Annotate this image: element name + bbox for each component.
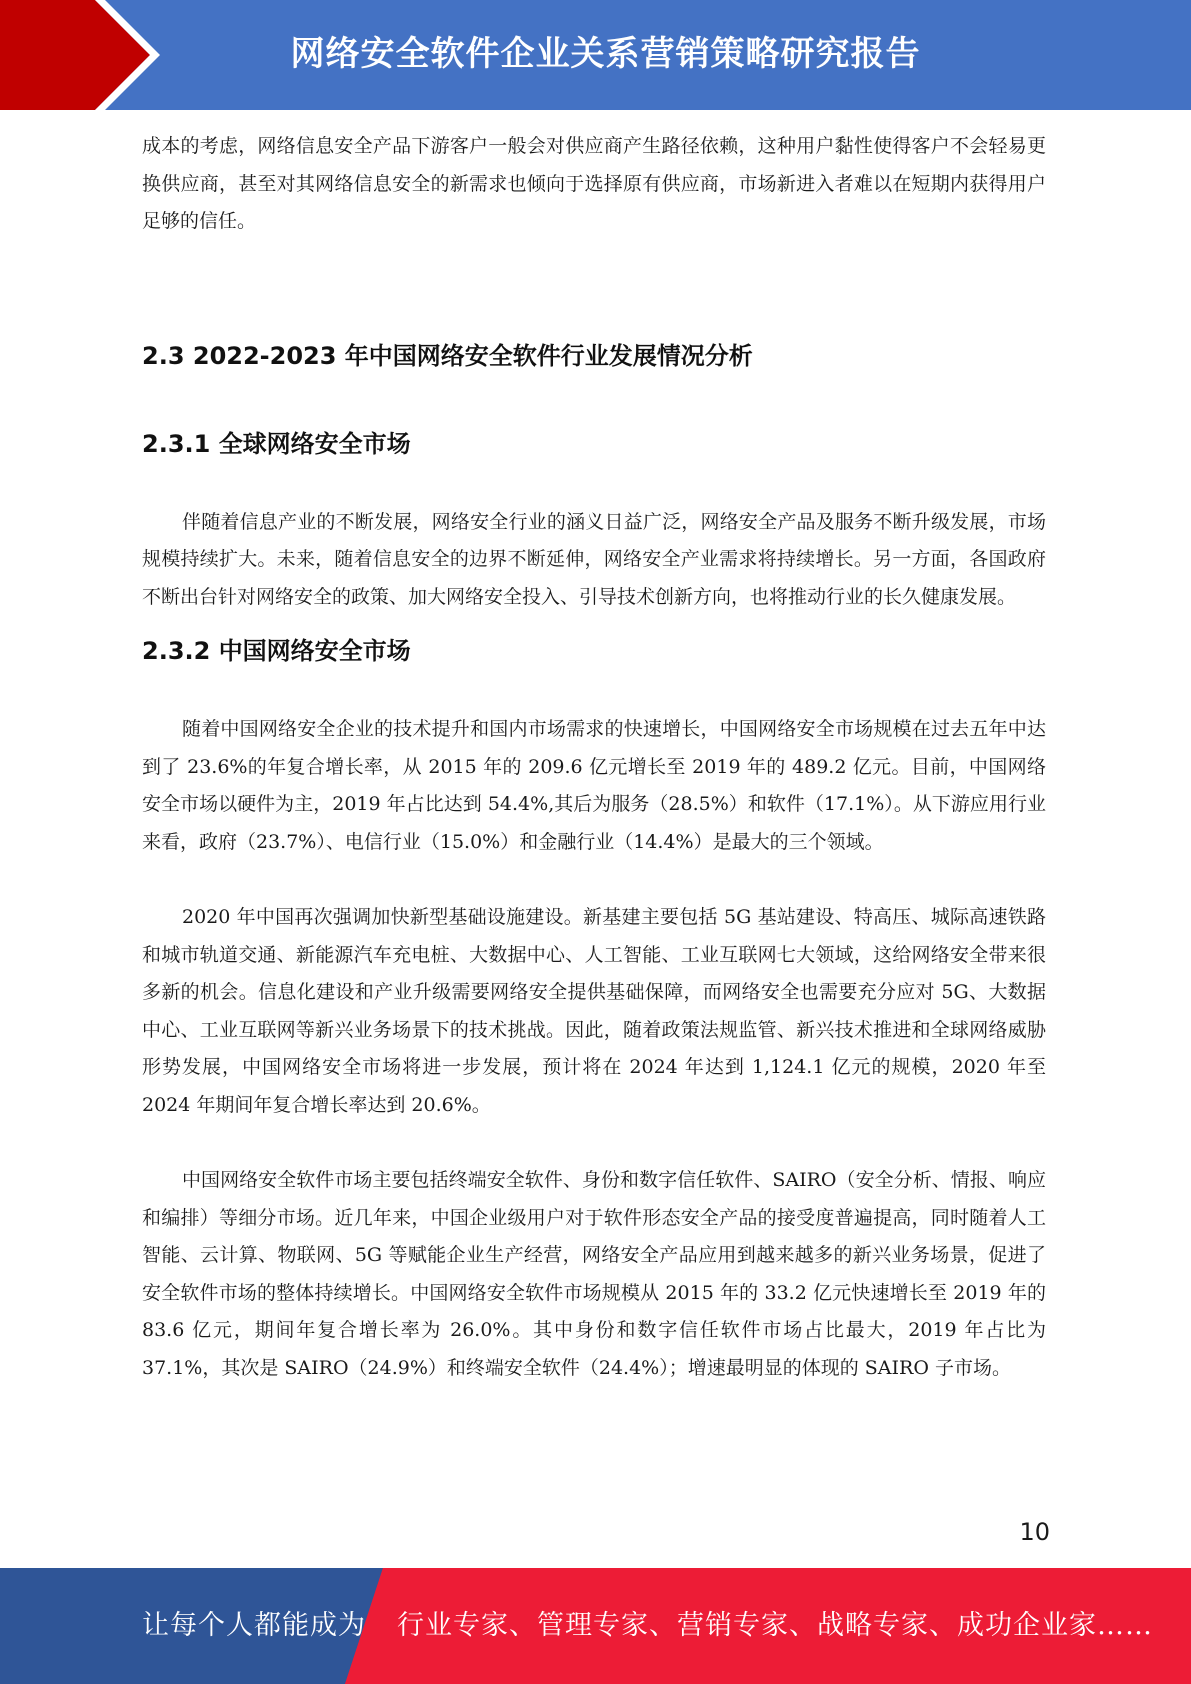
page-footer [0, 1568, 1191, 1684]
section-2-3-heading: 2.3 2022-2023 年中国网络安全软件行业发展情况分析 [142, 341, 753, 370]
footer-slogan-right: 行业专家、管理专家、营销专家、战略专家、成功企业家…… [397, 1610, 1153, 1641]
section-2-3-2-heading: 2.3.2 中国网络安全市场 [142, 637, 411, 665]
page-content [142, 128, 1046, 1387]
section-2-3-1-heading: 2.3.1 全球网络安全市场 [142, 429, 411, 458]
report-title: 网络安全软件企业关系营销策略研究报告 [290, 34, 921, 74]
intro-paragraph: 成本的考虑，网络信息安全产品下游客户一般会对供应商产生路径依赖，这种用户黏性使得客户不会轻易更换供应商，甚至对其网络信息安全的新需求也倾向于选择原有供应商，市场新进入者难以在短期内获得用户足够的信任。 [142, 135, 1046, 232]
footer-slogan-left: 让每个人都能成为 [142, 1610, 366, 1641]
section-2-3-1-paragraph: 伴随着信息产业的不断发展，网络安全行业的涵义日益广泛，网络安全产品及服务不断升级发展，市场规模持续扩大。未来，随着信息安全的边界不断延伸，网络安全产业需求将持续增长。另一方面，各国政府不断出台针对网络安全的政策、加大网络安全投入、引导技术创新方向，也将推动行业的长久健康发展。 [142, 510, 1046, 608]
page-header [0, 0, 1191, 110]
section-2-3-2-paragraph-3: 中国网络安全软件市场主要包括终端安全软件、身份和数字信任软件、SAIRO（安全分析、情报、响应和编排）等细分市场。近几年来，中国企业级用户对于软件形态安全产品的接受度普遍提高，同时随着人工智能、云计算、物联网、5G 等赋能企业生产经营，网络安全产品应用到越来越多的新兴业务场景，促进了安全软件市场的整体持续增长。中国网络安全软件市场规模从 2015 年的 33.2 亿元快速增长至 2019 年的 83.6 亿元，期间年复合增长率为 26.0%。其中身份和数字信任软件市场占比最大，2019 年占比为 37.1%，其次是 SAIRO（24.9%）和终端安全软件（24.4%）；增速最明显的体现的 SAIRO 子市场。 [142, 1169, 1046, 1379]
section-2-3-2-paragraph-2: 2020 年中国再次强调加快新型基础设施建设。新基建主要包括 5G 基站建设、特高压、城际高速铁路和城市轨道交通、新能源汽车充电桩、大数据中心、人工智能、工业互联网七大领域，这给网络安全带来很多新的机会。信息化建设和产业升级需要网络安全提供基础保障，而网络安全也需要充分应对 5G、大数据中心、工业互联网等新兴业务场景下的技术挑战。因此，随着政策法规监管、新兴技术推进和全球网络威胁形势发展，中国网络安全市场将进一步发展，预计将在 2024 年达到 1,124.1 亿元的规模，2020 年至 2024 年期间年复合增长率达到 20.6%。 [142, 906, 1046, 1116]
page-number: 10 [1019, 1518, 1050, 1546]
section-2-3-2-paragraph-1: 随着中国网络安全企业的技术提升和国内市场需求的快速增长，中国网络安全市场规模在过去五年中达到了 23.6%的年复合增长率，从 2015 年的 209.6 亿元增长至 2019 年的 489.2 亿元。目前，中国网络安全市场以硬件为主，2019 年占比达到 54.4%,其后为服务（28.5%）和软件（17.1%）。从下游应用行业来看，政府（23.7%）、电信行业（15.0%）和金融行业（14.4%）是最大的三个领域。 [142, 718, 1046, 853]
